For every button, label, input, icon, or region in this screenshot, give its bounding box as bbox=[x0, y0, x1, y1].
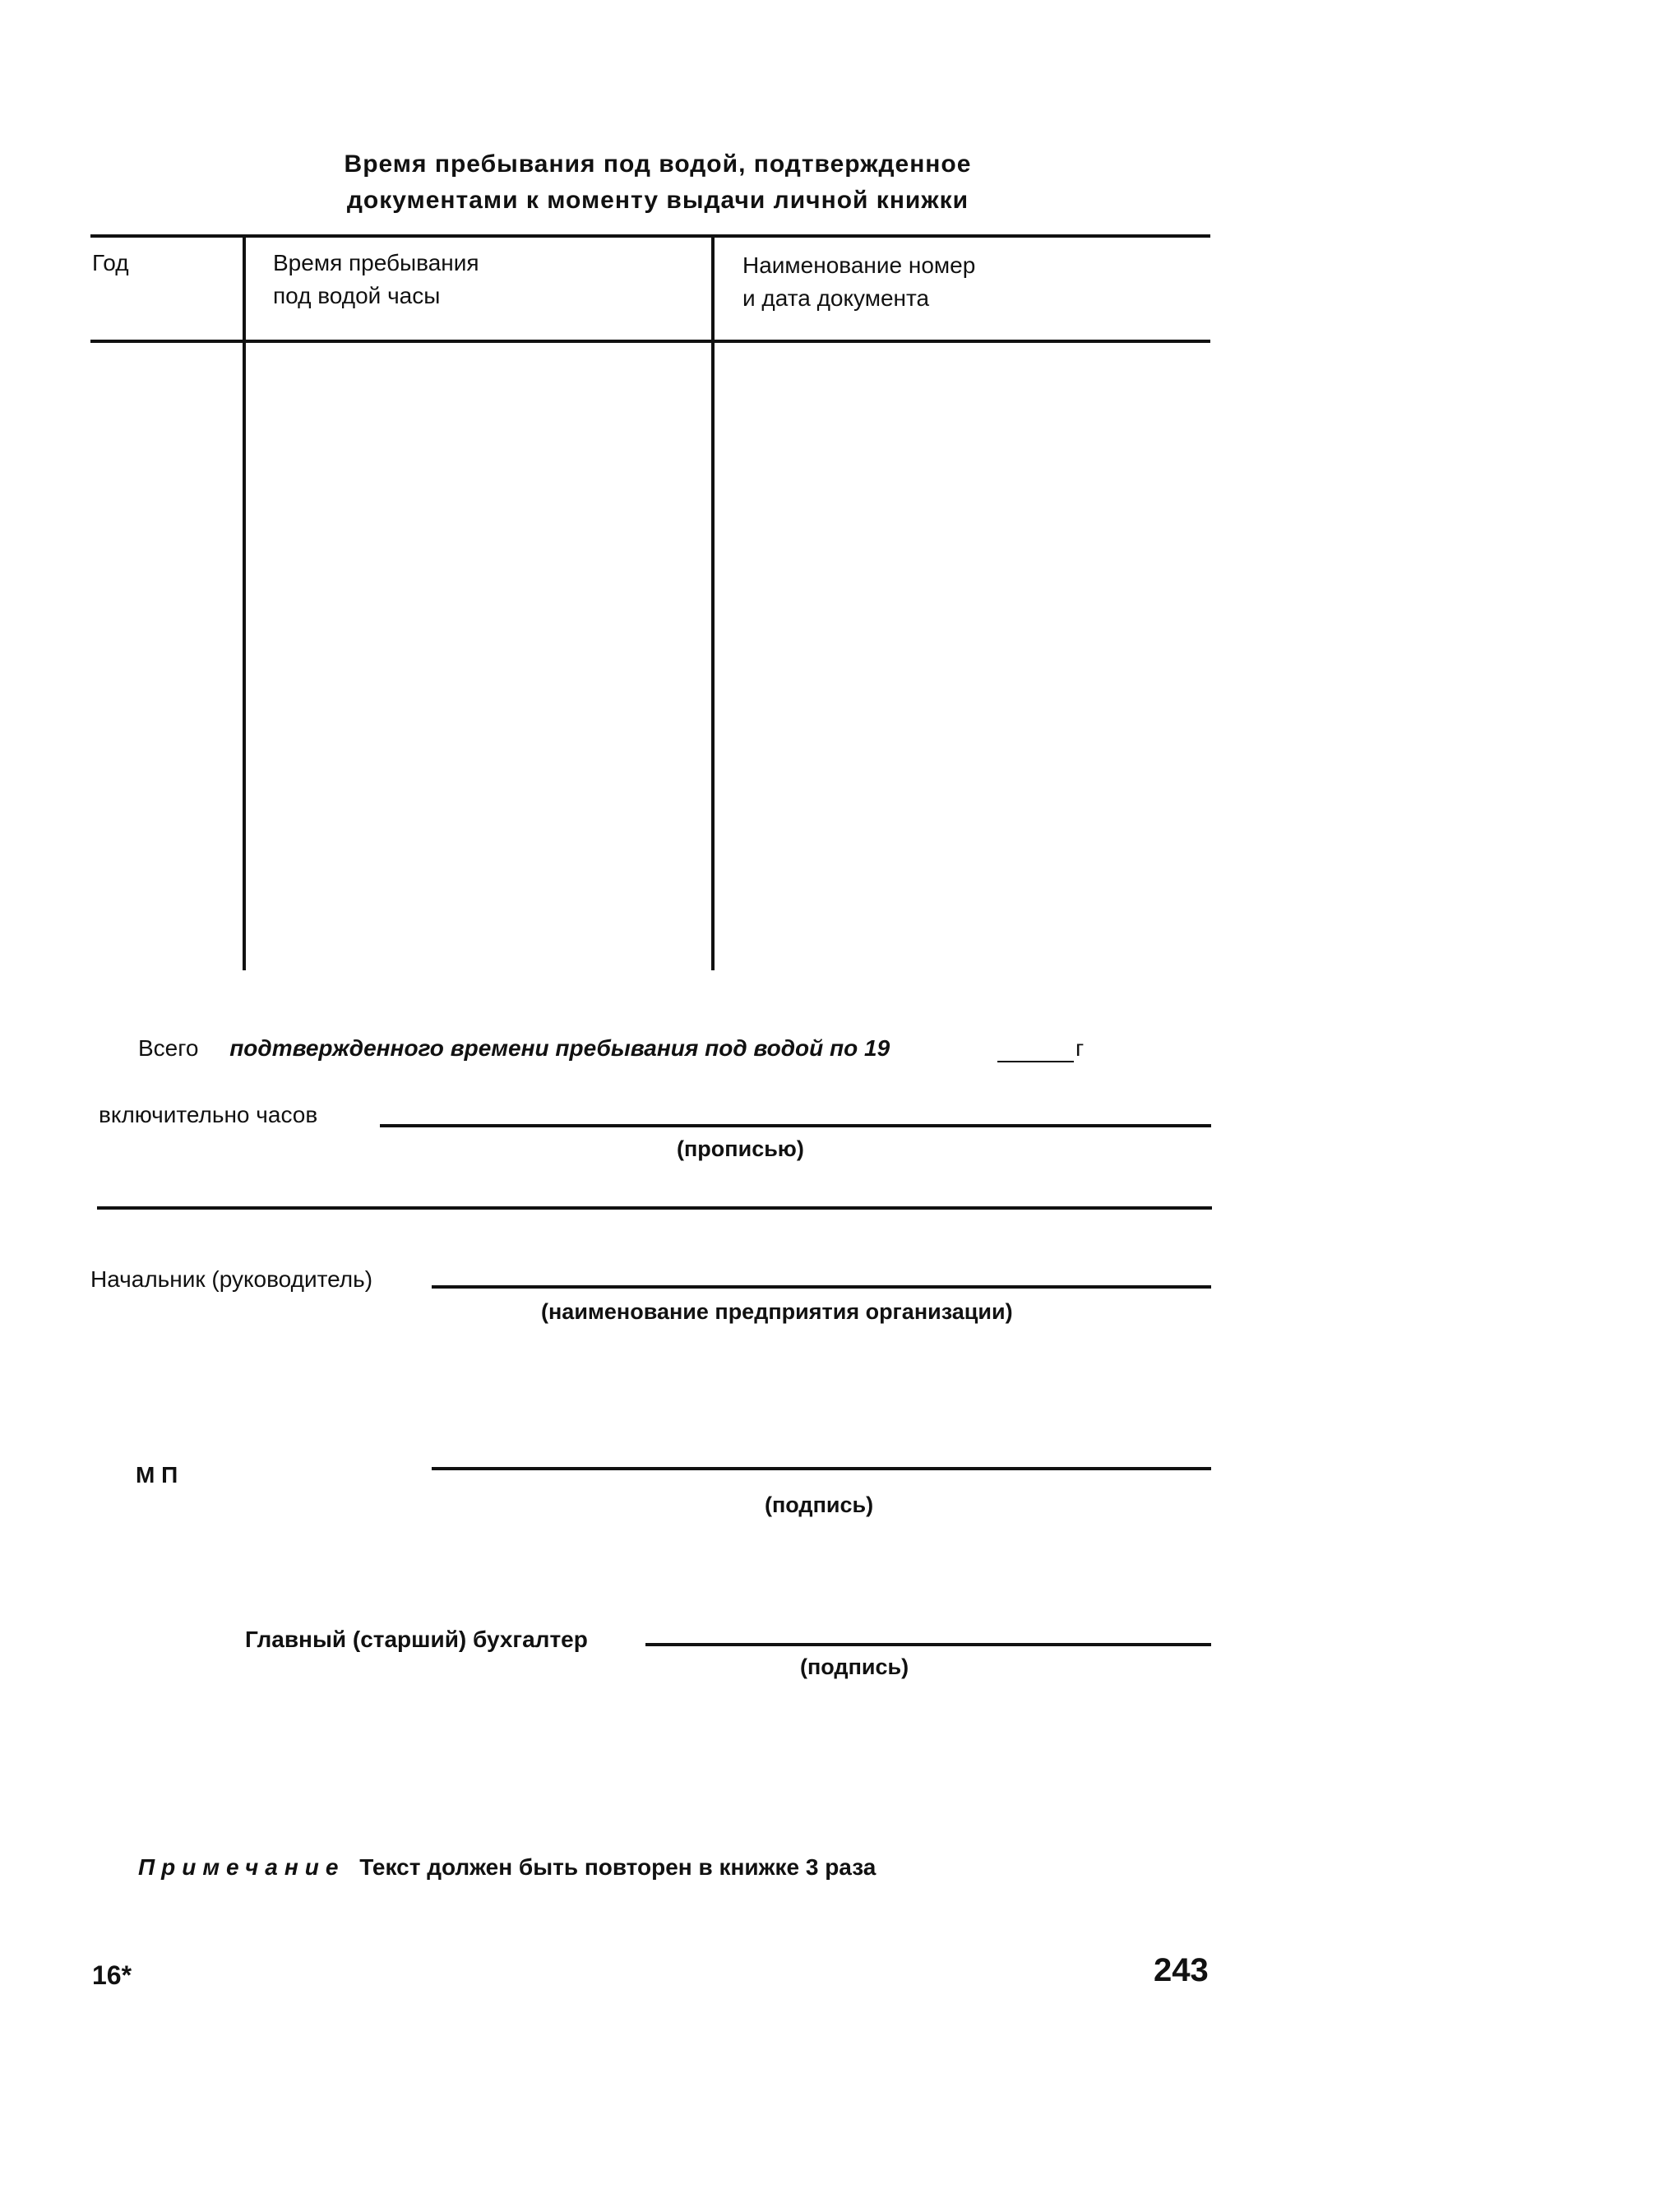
hours-caption: (прописью) bbox=[677, 1136, 804, 1161]
hours-continuation-field bbox=[97, 1206, 1212, 1210]
note bbox=[138, 1853, 876, 1882]
note-label: Примечание bbox=[138, 1854, 345, 1880]
column-header-time-line-2: под водой часы bbox=[273, 283, 441, 308]
column-header-time-line-1: Время пребывания bbox=[273, 250, 479, 275]
chief-signature-caption: (подпись) bbox=[765, 1492, 874, 1517]
accountant-signature-caption: (подпись) bbox=[800, 1654, 909, 1679]
accountant-signature-field bbox=[645, 1643, 1211, 1646]
table-column-divider-1 bbox=[243, 236, 246, 970]
total-time-line bbox=[138, 1034, 890, 1063]
chief-label: Начальник (руководитель) bbox=[90, 1266, 373, 1292]
column-header-document-line-1: Наименование номер bbox=[742, 252, 976, 278]
hours-label: включительно часов bbox=[99, 1102, 318, 1127]
page-number: 243 bbox=[1154, 1952, 1209, 1988]
title-line-2: документами к моменту выдачи личной книжки bbox=[346, 187, 969, 214]
stamp-label: М П bbox=[136, 1462, 178, 1488]
total-label-part-1: Всего bbox=[138, 1035, 199, 1061]
signature-mark: 16* bbox=[92, 1960, 132, 1990]
chief-signature-field bbox=[432, 1467, 1211, 1470]
accountant-label: Главный (старший) бухгалтер bbox=[245, 1627, 588, 1652]
title-line-1: Время пребывания под водой, подтвержденное bbox=[344, 150, 972, 178]
page-title bbox=[247, 146, 1069, 219]
column-header-year: Год bbox=[92, 250, 129, 275]
chief-organization-field bbox=[432, 1285, 1211, 1289]
column-header-time bbox=[273, 247, 479, 312]
column-header-document-line-2: и дата документа bbox=[742, 285, 930, 311]
column-header-document bbox=[742, 249, 975, 315]
table-top-border bbox=[90, 234, 1210, 238]
total-year-suffix: г bbox=[1075, 1035, 1085, 1061]
note-text: Текст должен быть повторен в книжке 3 раза bbox=[359, 1854, 877, 1880]
total-year-blank bbox=[997, 1061, 1074, 1062]
hours-in-words-field bbox=[380, 1124, 1211, 1127]
chief-caption: (наименование предприятия организации) bbox=[541, 1299, 1013, 1324]
table-header-bottom-border bbox=[90, 340, 1210, 343]
total-label-part-2: подтвержденного времени пребывания под водой по 19 bbox=[229, 1035, 890, 1061]
table-column-divider-2 bbox=[711, 236, 715, 970]
